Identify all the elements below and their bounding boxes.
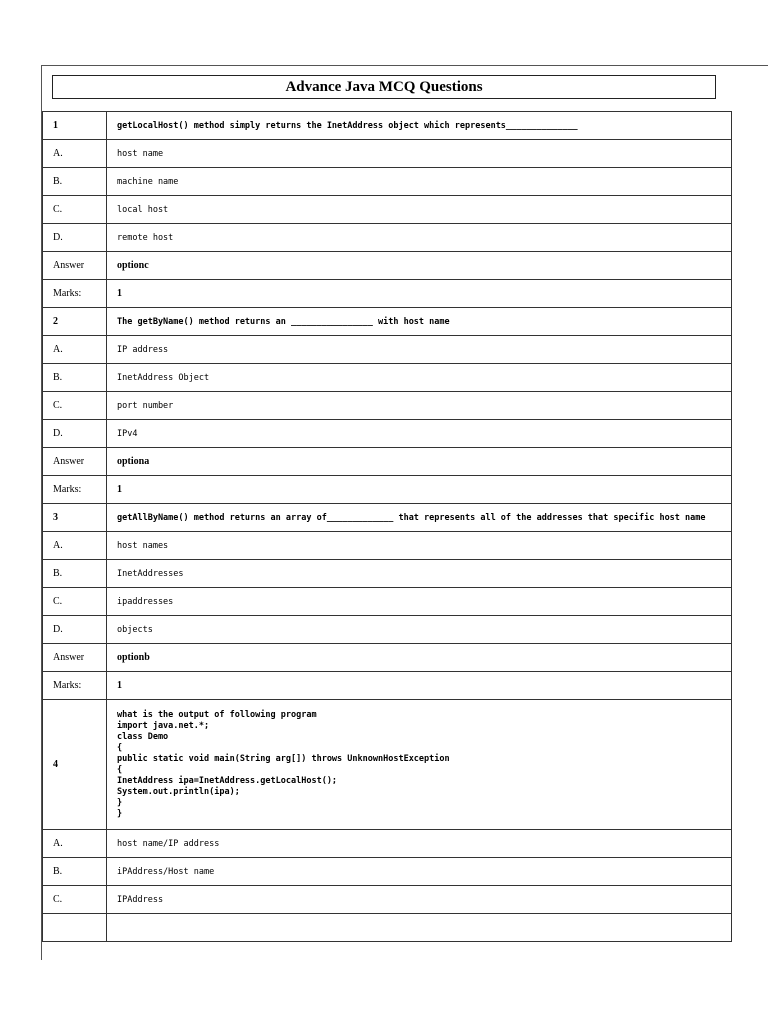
document-title: Advance Java MCQ Questions [52, 75, 716, 99]
answer-row [43, 448, 732, 476]
option-text: IPv4 [107, 420, 732, 448]
option-label: A. [43, 140, 107, 168]
option-label: A. [43, 336, 107, 364]
option-text: host name/IP address [107, 830, 732, 858]
marks-value: 1 [107, 672, 732, 700]
option-text: InetAddress Object [107, 364, 732, 392]
option-label: C. [43, 588, 107, 616]
question-text: The getByName() method returns an ________________ with host name [107, 308, 732, 336]
option-text-empty [107, 914, 732, 942]
marks-row [43, 476, 732, 504]
question-row [43, 308, 732, 336]
marks-label: Marks: [43, 476, 107, 504]
option-text: local host [107, 196, 732, 224]
option-label: D. [43, 420, 107, 448]
answer-label: Answer [43, 448, 107, 476]
option-row [43, 914, 732, 942]
option-label: D. [43, 616, 107, 644]
option-row [43, 886, 732, 914]
marks-row [43, 280, 732, 308]
answer-label: Answer [43, 644, 107, 672]
answer-label: Answer [43, 252, 107, 280]
option-label: B. [43, 168, 107, 196]
option-label: C. [43, 196, 107, 224]
option-label: B. [43, 858, 107, 886]
option-label: D. [43, 224, 107, 252]
option-text: remote host [107, 224, 732, 252]
answer-row [43, 644, 732, 672]
option-row [43, 224, 732, 252]
option-row [43, 830, 732, 858]
option-label: B. [43, 364, 107, 392]
answer-value: optiona [107, 448, 732, 476]
answer-row [43, 252, 732, 280]
document-sheet [41, 65, 768, 960]
option-text: IP address [107, 336, 732, 364]
option-label: A. [43, 532, 107, 560]
marks-label: Marks: [43, 280, 107, 308]
option-row [43, 588, 732, 616]
option-text: InetAddresses [107, 560, 732, 588]
option-row [43, 392, 732, 420]
option-text: iPAddress/Host name [107, 858, 732, 886]
option-text: IPAddress [107, 886, 732, 914]
option-text: host name [107, 140, 732, 168]
option-text: ipaddresses [107, 588, 732, 616]
option-text: port number [107, 392, 732, 420]
question-row [43, 504, 732, 532]
question-row [43, 112, 732, 140]
option-row [43, 168, 732, 196]
question-code: what is the output of following program import java.net.*; class Demo { public static void main(String arg[]) throws UnknownHostException { InetAddress ipa=InetAddress.getLocalHost(); System.out.println(ipa); } } [117, 709, 450, 819]
marks-row [43, 672, 732, 700]
option-label: C. [43, 392, 107, 420]
answer-value: optionb [107, 644, 732, 672]
option-row [43, 420, 732, 448]
option-label: C. [43, 886, 107, 914]
option-text: host names [107, 532, 732, 560]
marks-label: Marks: [43, 672, 107, 700]
option-text: machine name [107, 168, 732, 196]
option-label: A. [43, 830, 107, 858]
option-label-empty [43, 914, 107, 942]
answer-value: optionc [107, 252, 732, 280]
question-text: getAllByName() method returns an array of_____________ that represents all of the addresses that specific host name [107, 504, 732, 532]
question-number: 4 [43, 700, 107, 830]
option-text: objects [107, 616, 732, 644]
mcq-table [42, 111, 732, 942]
option-row [43, 336, 732, 364]
option-row [43, 532, 732, 560]
question-text: getLocalHost() method simply returns the InetAddress object which represents______________ [107, 112, 732, 140]
marks-value: 1 [107, 476, 732, 504]
option-row [43, 364, 732, 392]
option-row [43, 196, 732, 224]
question-number: 3 [43, 504, 107, 532]
question-code-cell [107, 700, 732, 830]
question-number: 1 [43, 112, 107, 140]
option-row [43, 140, 732, 168]
option-row [43, 616, 732, 644]
option-row [43, 560, 732, 588]
question-row [43, 700, 732, 830]
question-number: 2 [43, 308, 107, 336]
option-label: B. [43, 560, 107, 588]
option-row [43, 858, 732, 886]
marks-value: 1 [107, 280, 732, 308]
